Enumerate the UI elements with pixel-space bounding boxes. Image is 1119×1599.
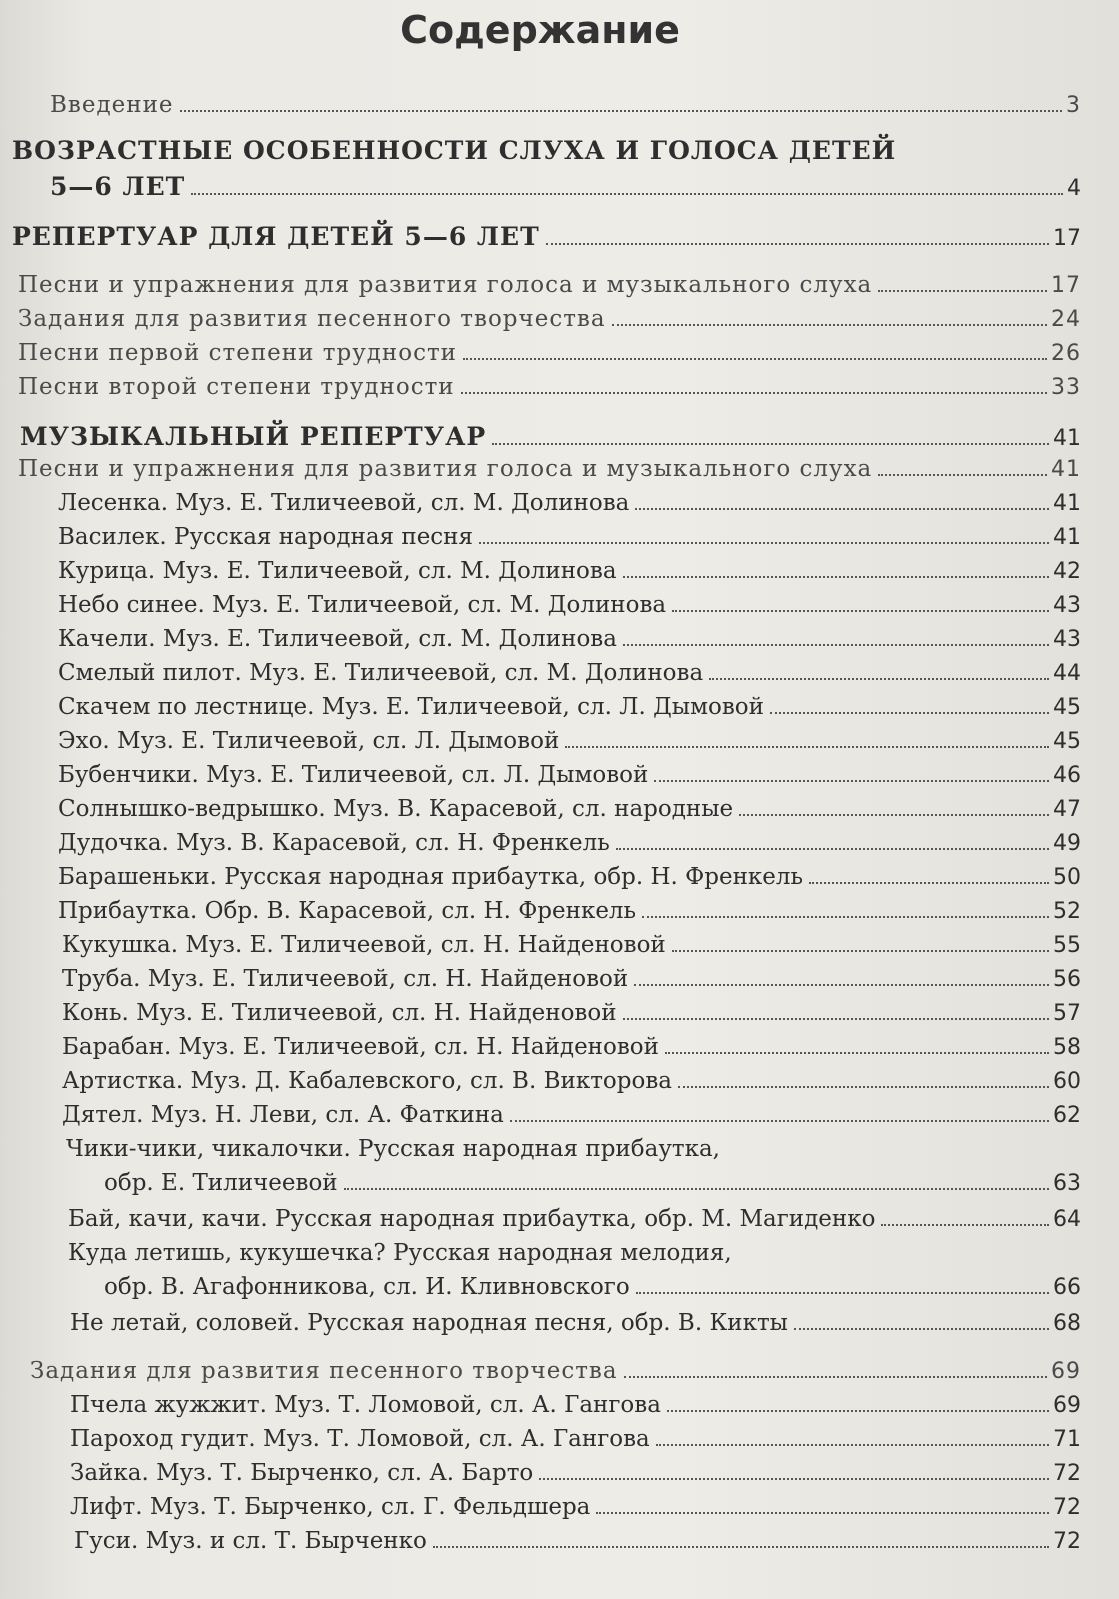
dot-leader [539,1478,1049,1480]
toc-entry-page: 42 [1053,559,1081,584]
toc-entry-page: 43 [1053,627,1081,652]
toc-entry [62,932,1081,958]
toc-entry-page: 4 [1067,176,1081,201]
toc-entry-page: 56 [1053,967,1081,992]
dot-leader [678,1086,1049,1088]
toc-entry [62,1000,1081,1026]
dot-leader [596,1512,1049,1514]
dot-leader [794,1328,1049,1330]
toc-entry-page: 64 [1053,1207,1081,1232]
dot-leader [739,814,1049,816]
dot-leader [433,1546,1049,1548]
dot-leader [881,1224,1049,1226]
toc-entry-title: 5—6 ЛЕТ [50,172,186,201]
toc-entry [50,172,1081,201]
dot-leader [672,950,1049,952]
toc-entry-title: Смелый пилот. Муз. Е. Тиличеевой, сл. М. Долинова [58,660,704,686]
toc-entry [58,830,1081,856]
toc-entry-page: 68 [1053,1311,1081,1336]
dot-leader [634,984,1049,986]
dot-leader [180,110,1062,112]
toc-entry-page: 72 [1053,1529,1081,1554]
dot-leader [344,1188,1049,1190]
dot-leader [623,644,1049,646]
toc-entry-title: Дятел. Муз. Н. Леви, сл. А. Фаткина [62,1102,504,1128]
toc-entry-page: 41 [1051,457,1081,482]
toc-entry [58,762,1081,788]
toc-entry [18,374,1081,400]
toc-entry-title: Песни первой степени трудности [18,340,458,366]
toc-entry [58,524,1081,550]
toc-entry [58,558,1081,584]
toc-entry: Куда летишь, кукушечка? Русская народная мелодия, [68,1240,732,1266]
toc-entry [50,92,1081,118]
dot-leader [654,780,1049,782]
dot-leader [624,1376,1047,1378]
toc-entry [58,796,1081,822]
dot-leader [642,916,1049,918]
toc-entry [18,272,1081,298]
toc-entry [18,456,1081,482]
toc-entry-title: Эхо. Муз. Е. Тиличеевой, сл. Л. Дымовой [58,728,560,754]
toc-entry-title: обр. В. Агафонникова, сл. И. Кливновского [104,1274,630,1300]
dot-leader [191,193,1063,195]
toc-entry [70,1460,1081,1486]
toc-entry-title: Песни и упражнения для развития голоса и музыкального слуха [18,456,873,482]
toc-entry [104,1274,1081,1300]
dot-leader [636,1292,1049,1294]
toc-entry-page: 46 [1053,763,1081,788]
dot-leader [709,678,1049,680]
dot-leader [492,443,1049,445]
toc-entry-page: 26 [1051,341,1081,366]
dot-leader [510,1120,1049,1122]
toc-entry-page: 63 [1053,1171,1081,1196]
toc-entry-title: Качели. Муз. Е. Тиличеевой, сл. М. Долинова [58,626,617,652]
toc-entry-title: Бай, качи, качи. Русская народная прибаутка, обр. М. Магиденко [68,1206,876,1232]
toc-entry-title: Небо синее. Муз. Е. Тиличеевой, сл. М. Долинова [58,592,667,618]
toc-entry-page: 71 [1053,1427,1081,1452]
toc-entry-title: Артистка. Муз. Д. Кабалевского, сл. В. Викторова [62,1068,672,1094]
toc-entry [58,864,1081,890]
toc-entry-title: Курица. Муз. Е. Тиличеевой, сл. М. Долинова [58,558,617,584]
toc-entry [70,1310,1081,1336]
page-title: Содержание [400,8,680,52]
toc-entry-page: 33 [1051,375,1081,400]
toc-entry-page: 41 [1053,491,1081,516]
toc-entry-page: 24 [1051,307,1081,332]
toc-entry [58,626,1081,652]
toc-entry-title: Василек. Русская народная песня [58,524,474,550]
toc-entry-title: Песни второй степени трудности [18,374,455,400]
dot-leader [565,746,1049,748]
toc-entry-title: Задания для развития песенного творчества [18,306,606,332]
toc-entry [30,1358,1081,1384]
toc-entry-title: Зайка. Муз. Т. Бырченко, сл. А. Барто [70,1460,534,1486]
toc-entry-page: 58 [1053,1035,1081,1060]
toc-entry [58,898,1081,924]
toc-entry [70,1392,1081,1418]
dot-leader [665,1052,1049,1054]
toc-entry-page: 60 [1053,1069,1081,1094]
toc-entry-page: 17 [1053,226,1081,251]
toc-entry-page: 69 [1053,1393,1081,1418]
toc-entry-title: Прибаутка. Обр. В. Карасевой, сл. Н. Френкель [58,898,637,924]
toc-entry-page: 49 [1053,831,1081,856]
toc-entry-page: 47 [1053,797,1081,822]
toc-entry [58,660,1081,686]
toc-entry-title: Дудочка. Муз. В. Карасевой, сл. Н. Френкель [58,830,610,856]
toc-entry [12,222,1081,251]
toc-entry-title: Введение [50,92,174,118]
dot-leader [623,576,1049,578]
toc-entry-title: Барабан. Муз. Е. Тиличеевой, сл. Н. Найденовой [62,1034,659,1060]
toc-entry-page: 44 [1053,661,1081,686]
dot-leader [479,542,1049,544]
dot-leader [616,848,1049,850]
toc-entry-page: 69 [1051,1359,1081,1384]
toc-entry [68,1206,1081,1232]
toc-entry-page: 72 [1053,1495,1081,1520]
dot-leader [656,1444,1049,1446]
toc-entry [58,728,1081,754]
toc-entry-title: МУЗЫКАЛЬНЫЙ РЕПЕРТУАР [20,422,487,451]
toc-entry-title: Лесенка. Муз. Е. Тиличеевой, сл. М. Долинова [58,490,630,516]
toc-entry-page: 3 [1066,93,1081,118]
toc-entry-page: 43 [1053,593,1081,618]
toc-entry-title: Задания для развития песенного творчества [30,1358,618,1384]
dot-leader [878,290,1047,292]
toc-entry [62,966,1081,992]
dot-leader [461,392,1047,394]
dot-leader [546,243,1049,245]
toc-entry-page: 17 [1051,273,1081,298]
toc-entry-page: 41 [1053,426,1081,451]
toc-entry-title: Песни и упражнения для развития голоса и музыкального слуха [18,272,873,298]
toc-entry-page: 45 [1053,695,1081,720]
toc-entry-title: Скачем по лестнице. Муз. Е. Тиличеевой, сл. Л. Дымовой [58,694,764,720]
toc-entry [62,1068,1081,1094]
toc-entry [58,592,1081,618]
toc-entry-title: РЕПЕРТУАР ДЛЯ ДЕТЕЙ 5—6 ЛЕТ [12,222,540,251]
dot-leader [635,508,1049,510]
toc-entry-title: Барашеньки. Русская народная прибаутка, обр. Н. Френкель [58,864,804,890]
dot-leader [809,882,1049,884]
toc-entry [62,1034,1081,1060]
dot-leader [667,1410,1049,1412]
toc-entry [104,1170,1081,1196]
dot-leader [463,358,1047,360]
toc-entry-title: Лифт. Муз. Т. Бырченко, сл. Г. Фельдшера [70,1494,591,1520]
dot-leader [878,474,1047,476]
toc-entry [70,1426,1081,1452]
toc-entry-page: 62 [1053,1103,1081,1128]
toc-entry [70,1494,1081,1520]
toc-entry-page: 72 [1053,1461,1081,1486]
toc-entry-title: Конь. Муз. Е. Тиличеевой, сл. Н. Найденовой [62,1000,617,1026]
dot-leader [612,324,1047,326]
toc-entry: ВОЗРАСТНЫЕ ОСОБЕННОСТИ СЛУХА И ГОЛОСА ДЕТЕЙ [12,136,897,165]
toc-entry [18,340,1081,366]
toc-entry-page: 41 [1053,525,1081,550]
toc-entry [20,422,1081,451]
toc-entry-page: 66 [1053,1275,1081,1300]
toc-entry [58,694,1081,720]
toc-entry-title: обр. Е. Тиличеевой [104,1170,338,1196]
toc-entry-page: 55 [1053,933,1081,958]
toc-entry: Чики-чики, чикалочки. Русская народная прибаутка, [66,1136,720,1162]
toc-entry-title: Не летай, соловей. Русская народная песня, обр. В. Кикты [70,1310,788,1336]
toc-entry-title: Гуси. Муз. и сл. Т. Бырченко [74,1528,427,1554]
toc-entry-title: Труба. Муз. Е. Тиличеевой, сл. Н. Найденовой [62,966,629,992]
toc-entry [18,306,1081,332]
toc-entry-page: 52 [1053,899,1081,924]
dot-leader [672,610,1049,612]
toc-entry [58,490,1081,516]
toc-entry-title: Бубенчики. Муз. Е. Тиличеевой, сл. Л. Дымовой [58,762,649,788]
dot-leader [623,1018,1049,1020]
toc-entry-page: 45 [1053,729,1081,754]
toc-entry [74,1528,1081,1554]
toc-entry-title: Солнышко-ведрышко. Муз. В. Карасевой, сл. народные [58,796,734,822]
toc-entry [62,1102,1081,1128]
toc-entry-page: 50 [1053,865,1081,890]
toc-entry-title: Пароход гудит. Муз. Т. Ломовой, сл. А. Гангова [70,1426,650,1452]
dot-leader [770,712,1049,714]
toc-entry-page: 57 [1053,1001,1081,1026]
toc-entry-title: Кукушка. Муз. Е. Тиличеевой, сл. Н. Найденовой [62,932,666,958]
toc-entry-title: Пчела жужжит. Муз. Т. Ломовой, сл. А. Гангова [70,1392,661,1418]
